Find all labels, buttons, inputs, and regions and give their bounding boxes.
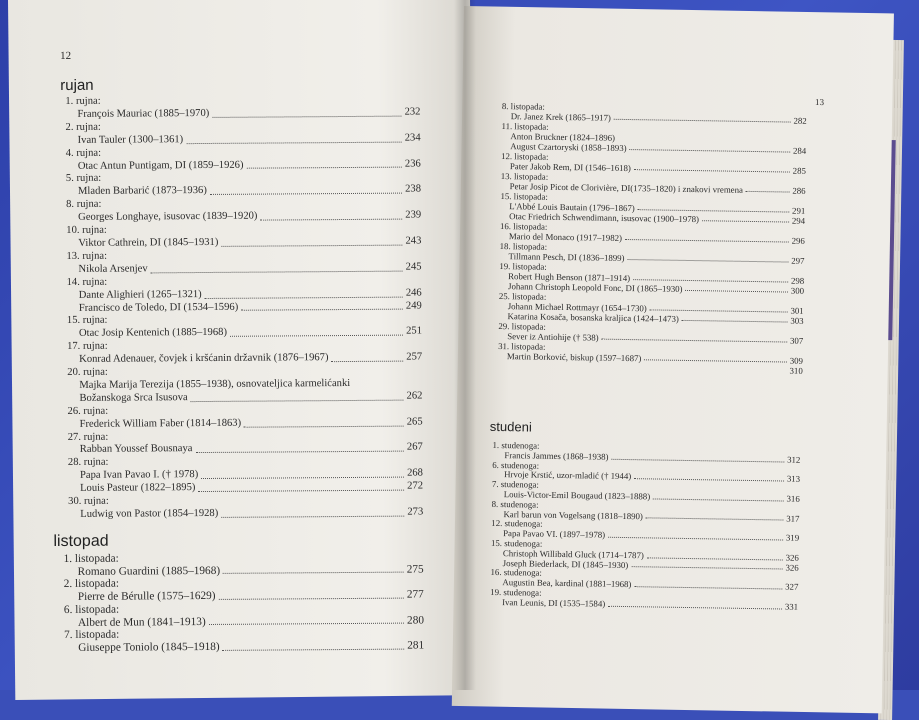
toc-page-number: 313 <box>786 473 801 485</box>
toc-date: 25. listopada: <box>498 291 547 302</box>
toc-page-number: 286 <box>792 185 806 196</box>
toc-item-title: Pierre de Bérulle (1575–1629) <box>77 590 216 603</box>
toc-page-number: 312 <box>787 454 801 465</box>
toc-date: 8. studenoga: <box>491 498 539 510</box>
toc-item-title: August Czartoryski (1858–1893) <box>510 141 627 153</box>
toc-page-number: 251 <box>406 325 423 337</box>
toc-date: 26. rujna: <box>67 405 109 417</box>
toc-item-title: Tillmann Pesch, DI (1836–1899) <box>508 251 625 263</box>
toc-item-title: Romano Guardini (1885–1968) <box>77 564 221 578</box>
section-title-studeni: studeni <box>489 418 532 435</box>
toc-date: 27. rujna: <box>67 431 109 443</box>
leader-dots <box>685 290 787 293</box>
toc-list-listopad-continued <box>493 101 807 376</box>
toc-page-number: 316 <box>786 493 800 504</box>
leader-dots <box>647 557 783 560</box>
toc-item-title: Georges Longhaye, isusovac (1839–1920) <box>78 210 258 224</box>
toc-item-title: Frederick William Faber (1814–1863) <box>79 417 242 430</box>
toc-item-title: Viktor Cathrein, DI (1845–1931) <box>78 236 219 249</box>
toc-item-title: Rabban Youssef Bousnaya <box>79 443 193 456</box>
toc-page-number: 272 <box>407 480 424 492</box>
leader-dots <box>653 498 783 501</box>
toc-item-title: Pater Jakob Rem, DI (1546–1618) <box>509 161 631 174</box>
toc-date: 11. listopada: <box>501 121 549 132</box>
toc-date: 30. rujna: <box>68 495 109 508</box>
toc-page-number: 331 <box>784 601 799 612</box>
toc-date: 19. studenoga: <box>490 586 542 598</box>
toc-item-title: Augustin Bea, kardinal (1881–1968) <box>502 577 632 590</box>
toc-date: 10. rujna: <box>66 224 107 237</box>
leader-dots <box>602 339 787 343</box>
toc-item-title: Louis-Victor-Emil Bougaud (1823–1888) <box>503 489 651 502</box>
leader-dots <box>611 458 784 462</box>
leader-dots <box>702 220 789 222</box>
toc-page-number: 267 <box>406 441 423 454</box>
toc-item-title: Albert de Mun (1841–1913) <box>77 615 206 629</box>
toc-item-title: Francis Jammes (1868–1938) <box>504 449 609 462</box>
toc-page-number: 284 <box>792 145 807 156</box>
toc-page-number: 273 <box>407 506 424 518</box>
toc-item-title: Petar Josip Picot de Clorivière, DI(1735–1820) i znakovi vremena <box>509 181 744 195</box>
toc-date: 4. rujna: <box>65 147 102 159</box>
toc-item-title: Mladen Barbarić (1873–1936) <box>77 185 207 198</box>
leader-dots <box>628 259 789 263</box>
toc-item-title: François Mauriac (1885–1970) <box>77 107 210 120</box>
toc-page-number: 319 <box>785 532 800 543</box>
toc-item-title: Joseph Biederlack, DI (1845–1930) <box>502 557 629 570</box>
toc-entry <box>488 588 798 612</box>
toc-entry <box>494 291 804 326</box>
toc-page-number: 326 <box>785 552 799 563</box>
toc-date: 5. rujna: <box>65 173 102 185</box>
toc-page-number: 300 <box>790 285 805 296</box>
toc-item-title: Martin Borković, biskup (1597–1687) <box>506 351 642 364</box>
toc-item-title: Otac Josip Kentenich (1885–1968) <box>78 327 228 340</box>
toc-page-number: 309 <box>789 355 804 366</box>
toc-page-number: 285 <box>792 165 807 176</box>
leader-dots <box>634 478 784 481</box>
toc-item-title: Sever iz Antiohije († 538) <box>507 331 599 343</box>
toc-page-number: 257 <box>406 351 423 363</box>
leader-dots <box>634 586 782 589</box>
toc-item-title: Papa Pavao VI. (1897–1978) <box>503 528 606 540</box>
toc-list-studeni <box>488 441 801 612</box>
toc-item-title: Francisco de Toledo, DI (1534–1596) <box>78 301 239 314</box>
toc-entry <box>495 191 805 226</box>
toc-page-number: 246 <box>405 287 422 299</box>
toc-date: 2. listopada: <box>63 578 120 591</box>
toc-page-number: 291 <box>792 205 806 216</box>
toc-page-number: 238 <box>405 183 422 195</box>
toc-date: 31. listopada: <box>498 341 546 352</box>
toc-page-number: 277 <box>406 588 424 601</box>
toc-page-number: 268 <box>407 467 424 479</box>
toc-item-title: Ludwig von Pastor (1854–1928) <box>80 507 219 520</box>
toc-page-number: 317 <box>786 513 800 524</box>
leader-dots <box>633 279 788 282</box>
toc-date: 7. studenoga: <box>491 479 539 490</box>
toc-date: 12. listopada: <box>501 151 549 162</box>
leader-dots <box>625 239 789 243</box>
toc-entry <box>494 261 804 296</box>
toc-date: 14. rujna: <box>66 276 108 288</box>
toc-page-number: 310 <box>789 365 803 376</box>
toc-page-number: 327 <box>785 581 799 592</box>
toc-item-title: Konrad Adenauer, čovjek i kršćanin državnik (1876–1967) <box>79 352 329 365</box>
toc-page-number: 280 <box>406 613 425 627</box>
toc-date: 18. listopada: <box>499 241 548 252</box>
toc-page-number: 262 <box>406 390 423 402</box>
toc-item-title: Mario del Monaco (1917–1982) <box>508 231 623 243</box>
toc-page-number: 249 <box>405 299 422 312</box>
toc-date: 16. studenoga: <box>490 567 542 579</box>
toc-date: 2. rujna: <box>65 121 101 133</box>
toc-page-number: 243 <box>405 235 422 247</box>
toc-item-title: Christoph Willibald Gluck (1714–1787) <box>502 547 644 561</box>
toc-item-title: Ivan Leunis, DI (1535–1584) <box>502 596 606 609</box>
leader-dots <box>631 566 782 569</box>
toc-page-number: 282 <box>793 115 807 126</box>
toc-date: 17. rujna: <box>67 340 108 353</box>
toc-date: 15. rujna: <box>66 315 108 327</box>
toc-date: 13. listopada: <box>500 171 549 182</box>
toc-date: 8. rujna: <box>66 198 102 211</box>
toc-page-number: 307 <box>789 335 804 346</box>
toc-item-title: Robert Hugh Benson (1871–1914) <box>508 271 631 284</box>
toc-date: 1. listopada: <box>63 552 119 565</box>
toc-item-title: Louis Pasteur (1822–1895) <box>80 482 196 495</box>
leader-dots <box>614 119 791 123</box>
page-number-right: 13 <box>814 96 825 108</box>
toc-date: 1. rujna: <box>65 95 101 107</box>
spacer <box>510 368 787 372</box>
toc-item-title: Otac Antun Puntigam, DI (1859–1926) <box>77 159 244 172</box>
toc-item-title: Ivan Tauler (1300–1361) <box>77 133 184 146</box>
leader-dots <box>644 359 786 362</box>
toc-page-number: 245 <box>405 261 422 273</box>
toc-date: 19. listopada: <box>499 261 547 272</box>
leader-dots <box>608 537 783 541</box>
leader-dots <box>634 169 790 172</box>
toc-item-title: Johann Michael Rottmayr (1654–1730) <box>507 301 647 314</box>
leader-dots <box>746 191 789 193</box>
toc-date: 28. rujna: <box>67 457 109 469</box>
toc-item-title: Dr. Janez Krek (1865–1917) <box>510 111 611 123</box>
toc-item-title: Katarina Kosača, bosanska kraljica (1424–1473) <box>507 311 679 324</box>
toc-item-title: Karl barun von Vogelsang (1818–1890) <box>503 508 644 521</box>
toc-date: 13. rujna: <box>66 250 108 262</box>
toc-date: 6. listopada: <box>63 603 120 616</box>
leader-dots <box>650 309 788 312</box>
toc-page-number: 236 <box>404 158 421 170</box>
leader-dots <box>682 320 788 323</box>
leader-dots <box>638 209 789 212</box>
toc-item-title: Majka Marija Terezija (1855–1938), osnovateljica karmelićanki <box>79 377 351 391</box>
toc-page-number: 326 <box>785 562 799 573</box>
toc-date: 16. listopada: <box>499 221 548 232</box>
toc-date: 29. listopada: <box>498 321 546 332</box>
toc-item-title: Nikola Arsenjev <box>78 263 148 275</box>
toc-date: 12. studenoga: <box>491 518 543 530</box>
leader-dots <box>608 605 782 609</box>
toc-page-number: 281 <box>407 639 425 652</box>
toc-page-number: 234 <box>404 132 421 144</box>
leader-dots <box>646 518 783 521</box>
toc-page-number: 265 <box>406 416 423 428</box>
toc-page-number: 232 <box>404 106 421 118</box>
toc-page-number: 301 <box>790 305 804 316</box>
toc-date: 20. rujna: <box>67 366 108 378</box>
toc-item-title: Johann Christoph Leopold Fonc, DI (1865–1930) <box>507 281 683 294</box>
toc-page-number: 239 <box>405 209 422 221</box>
toc-date: 15. listopada: <box>500 191 548 202</box>
toc-page-number: 296 <box>791 235 805 246</box>
toc-item-title: Otac Friedrich Schwendimann, isusovac (1900–1978) <box>509 211 700 225</box>
toc-item-title: L'Abbé Louis Bautain (1796–1867) <box>509 201 635 214</box>
toc-entry <box>496 121 806 156</box>
toc-page-number: 275 <box>406 563 424 576</box>
toc-date: 15. studenoga: <box>490 537 543 549</box>
toc-item-title: Anton Bruckner (1824–1896) <box>510 131 616 143</box>
section-title-rujan: rujan <box>60 76 94 94</box>
toc-page-number: 294 <box>791 215 806 226</box>
toc-date: 6. studenoga: <box>492 459 540 471</box>
toc-page-number: 303 <box>790 315 804 326</box>
toc-date: 7. listopada: <box>64 628 120 642</box>
toc-page-number: 297 <box>791 255 805 266</box>
toc-item-title: Božanskoga Srca Isusova <box>79 391 188 404</box>
page-number-left: 12 <box>60 49 72 62</box>
toc-item-title: Hrvoje Krstić, uzor-mladić († 1944) <box>504 469 632 482</box>
section-title-listopad: listopad <box>53 532 109 551</box>
toc-item-title: Giuseppe Toniolo (1845–1918) <box>78 640 220 654</box>
toc-item-title: Dante Alighieri (1265–1321) <box>78 288 202 301</box>
toc-date: 8. listopada: <box>501 101 545 112</box>
toc-date: 1. studenoga: <box>492 439 540 451</box>
toc-item-title: Papa Ivan Pavao I. († 1978) <box>79 469 199 482</box>
toc-page-number: 298 <box>790 275 805 286</box>
leader-dots <box>630 149 790 153</box>
